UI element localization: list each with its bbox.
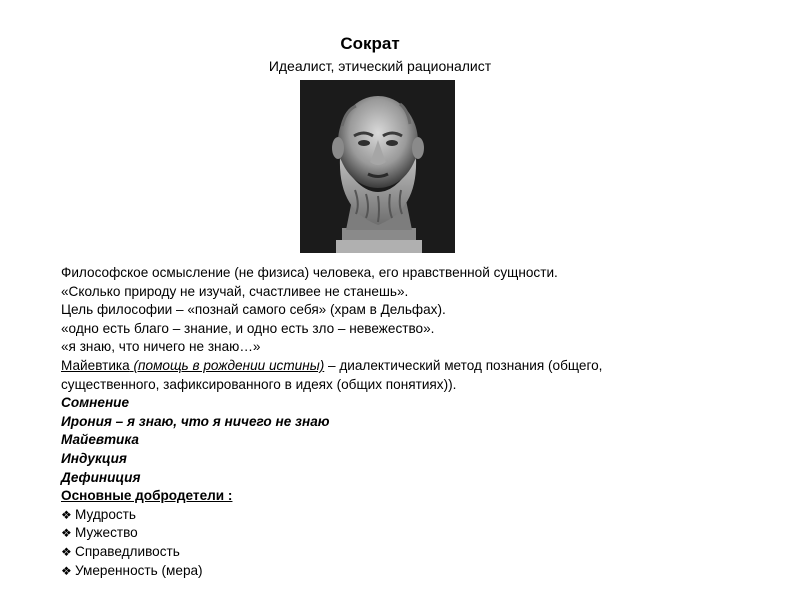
maieutics-definition-cont: существенного, зафиксированного в идеях (общих понятиях)). — [61, 376, 457, 392]
maieutics-gloss: (помощь в рождении истины) — [133, 357, 325, 373]
maieutics-rest: – диалектический метод познания (общего, — [324, 357, 603, 373]
method-item: Ирония – я знаю, что я ничего не знаю — [61, 413, 330, 429]
virtue-label: Справедливость — [75, 543, 180, 559]
text-line: Цель философии – «познай самого себя» (храм в Дельфах). — [61, 302, 446, 318]
virtue-item — [61, 562, 741, 581]
virtues-heading: Основные добродетели : — [61, 488, 233, 504]
virtue-label: Мудрость — [75, 506, 136, 522]
diamond-bullet-icon: ❖ — [61, 507, 72, 522]
virtue-label: Мужество — [75, 525, 138, 541]
text-line: Философское осмысление (не физиса) человека, его нравственной сущности. — [61, 265, 558, 280]
maieutics-term: Майевтика — [61, 357, 130, 373]
page-title: Сократ — [340, 34, 400, 53]
bust-drawing — [300, 80, 455, 253]
virtue-item — [61, 543, 741, 562]
method-item: Дефиниция — [61, 469, 141, 485]
diamond-bullet-icon: ❖ — [61, 526, 72, 541]
text-line: «одно есть благо – знание, и одно есть зло – невежество». — [61, 320, 435, 336]
lecture-text — [61, 264, 741, 580]
page-subtitle: Идеалист, этический рационалист — [268, 58, 492, 74]
text-line: «Сколько природу не изучай, счастливее не станешь». — [61, 283, 409, 299]
virtue-item — [61, 506, 741, 525]
virtue-item — [61, 524, 741, 543]
maieutics-definition — [61, 357, 741, 376]
method-item: Майевтика — [61, 432, 139, 448]
method-item: Индукция — [61, 450, 127, 466]
diamond-bullet-icon: ❖ — [61, 563, 72, 578]
diamond-bullet-icon: ❖ — [61, 544, 72, 559]
text-line: «я знаю, что ничего не знаю…» — [61, 339, 261, 355]
method-item: Сомнение — [61, 395, 130, 411]
virtue-label: Умеренность (мера) — [75, 562, 203, 578]
socrates-bust-image — [300, 80, 455, 253]
